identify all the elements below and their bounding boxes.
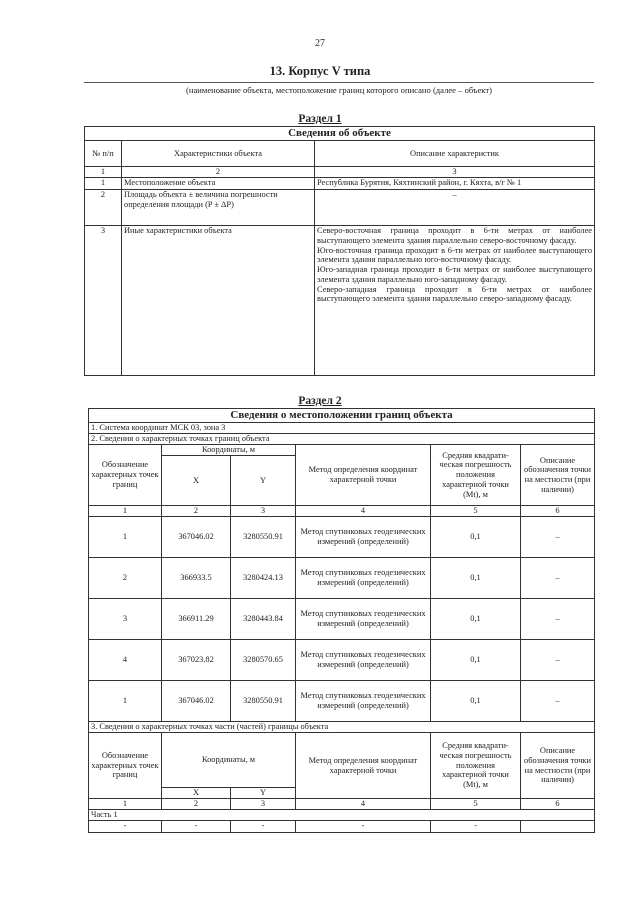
column-number: 4 [296,506,431,517]
table-title: Сведения об объекте [85,127,595,141]
header-y: Y [231,788,296,799]
column-number: 1 [85,167,122,178]
point-y: 3280550.91 [231,681,296,722]
column-number: 6 [521,506,595,517]
header-accuracy: Средняя квадрати-ческая погрешность положения характерной точки (Mt), м [431,445,521,506]
table-row [85,190,595,226]
part-label: Часть 1 [89,810,595,821]
column-number: 4 [296,799,431,810]
point-description: – [521,558,595,599]
part-cell: - [296,821,431,833]
table-row [89,640,595,681]
table-row [89,599,595,640]
point-x: 367046.02 [162,517,231,558]
row-characteristic: Иные характеристики объекта [122,226,315,376]
column-number: 5 [431,506,521,517]
point-accuracy: 0,1 [431,640,521,681]
section1-heading: Раздел 1 [298,113,342,125]
point-method: Метод спутниковых геодезических измерений (определений) [296,681,431,722]
column-number: 2 [162,506,231,517]
column-header: Описание характеристик [315,141,595,167]
row-description: Республика Бурятия, Кяхтинский район, г. Кяхта, в/г № 1 [315,178,595,190]
part-cell [521,821,595,833]
header-designation: Обозначение характерных точек границ [89,445,162,506]
table-row [89,517,595,558]
point-id: 1 [89,517,162,558]
point-accuracy: 0,1 [431,517,521,558]
header-description: Описание обозначения точки на местности (при наличии) [521,733,595,799]
point-description: – [521,681,595,722]
table-row [89,558,595,599]
column-header: Характеристики объекта [122,141,315,167]
point-x: 367023.82 [162,640,231,681]
header-designation: Обозначение характерных точек границ [89,733,162,799]
column-number: 2 [162,799,231,810]
column-header: № п/п [85,141,122,167]
point-accuracy: 0,1 [431,681,521,722]
row-description: – [315,190,595,226]
part-cell: - [162,821,231,833]
part-points-subheading: 3. Сведения о характерных точках части (частей) границы объекта [89,722,595,733]
point-y: 3280550.91 [231,517,296,558]
part-cell: - [431,821,521,833]
point-accuracy: 0,1 [431,599,521,640]
header-coordinates: Координаты, м [162,445,296,456]
point-method: Метод спутниковых геодезических измерений (определений) [296,517,431,558]
point-accuracy: 0,1 [431,558,521,599]
row-description [315,226,595,376]
column-number: 6 [521,799,595,810]
page-number: 27 [315,38,325,49]
description-paragraph: Северо-западная граница проходит в 6-ти метрах от наиболее выступающего элемента здания параллельно северо-западному фасаду. [317,284,593,304]
table-row [89,681,595,722]
row-number: 3 [85,226,122,376]
part-cell: - [89,821,162,833]
column-number: 5 [431,799,521,810]
document-title: 13. Корпус V типа [269,64,371,78]
point-y: 3280424.13 [231,558,296,599]
header-coordinates: Координаты, м [162,733,296,788]
row-number: 2 [85,190,122,226]
description-paragraph: Юго-восточная граница проходит в 6-ти метрах от наиболее выступающего элемента здания параллельно юго-восточному фасаду. [317,245,593,265]
header-method: Метод определения координат характерной точки [296,445,431,506]
object-info-table [84,126,595,376]
point-y: 3280570.65 [231,640,296,681]
description-paragraph: Северо-восточная граница проходит в 6-ти метрах от наиболее выступающего элемента здания параллельно северо-восточному фасаду. [317,226,593,245]
row-characteristic: Местоположение объекта [122,178,315,190]
point-x: 366911.29 [162,599,231,640]
header-x: X [162,788,231,799]
point-x: 367046.02 [162,681,231,722]
point-id: 3 [89,599,162,640]
document-subtitle: (наименование объекта, местоположение границ которого описано (далее – объект) [84,82,594,95]
coordinate-system: 1. Система координат МСК 03, зона 3 [89,423,595,434]
description-paragraph: Юго-западная граница проходит в 6-ти метрах от наиболее выступающего элемента здания параллельно юго-западному фасаду. [317,265,593,284]
column-number: 1 [89,799,162,810]
point-method: Метод спутниковых геодезических измерений (определений) [296,558,431,599]
header-method: Метод определения координат характерной точки [296,733,431,799]
point-method: Метод спутниковых геодезических измерений (определений) [296,599,431,640]
point-id: 1 [89,681,162,722]
table-row [89,821,595,833]
point-method: Метод спутниковых геодезических измерений (определений) [296,640,431,681]
column-number: 1 [89,506,162,517]
table-row [85,226,595,376]
points-subheading: 2. Сведения о характерных точках границ объекта [89,434,595,445]
table-title: Сведения о местоположении границ объекта [89,409,595,423]
point-description: – [521,517,595,558]
point-y: 3280443.84 [231,599,296,640]
point-id: 2 [89,558,162,599]
part-cell: - [231,821,296,833]
header-description: Описание обозначения точки на местности (при наличии) [521,445,595,506]
row-number: 1 [85,178,122,190]
boundary-points-table [88,408,595,833]
header-x: X [162,456,231,506]
header-y: Y [231,456,296,506]
point-id: 4 [89,640,162,681]
table-row [85,178,595,190]
section2-heading: Раздел 2 [298,395,342,407]
column-number: 2 [122,167,315,178]
point-description: – [521,599,595,640]
column-number: 3 [315,167,595,178]
header-accuracy: Средняя квадрати-ческая погрешность положения характерной точки (Mt), м [431,733,521,799]
column-number: 3 [231,799,296,810]
column-number: 3 [231,506,296,517]
point-description: – [521,640,595,681]
row-characteristic: Площадь объекта ± величина погрешности определения площади (P ± ΔP) [122,190,315,226]
point-x: 366933.5 [162,558,231,599]
